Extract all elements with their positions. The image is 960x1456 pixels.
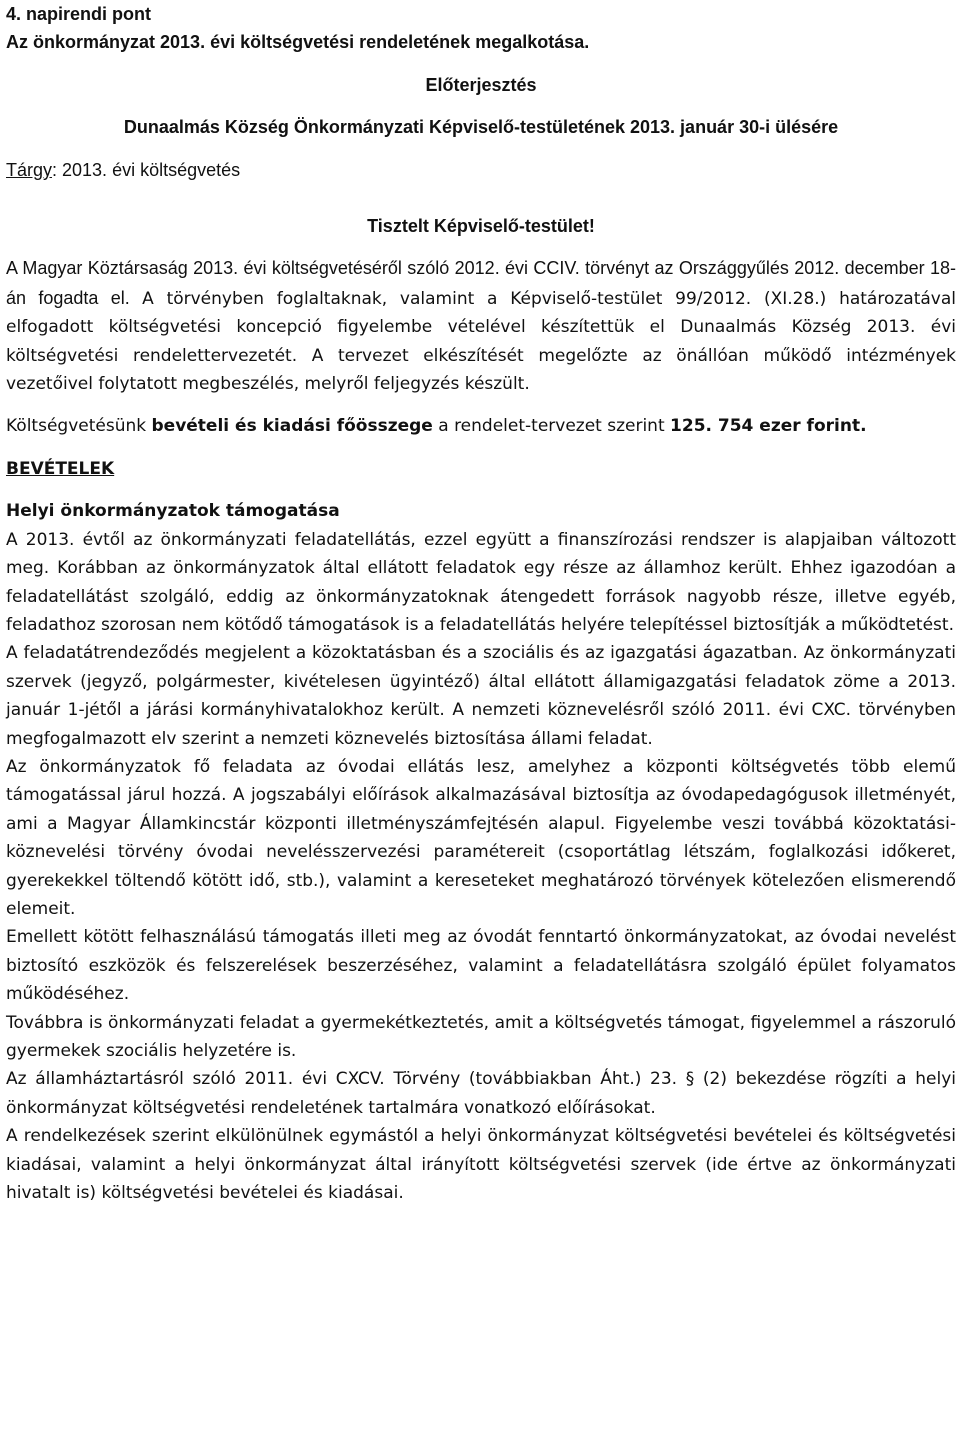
subject-line: [6, 156, 956, 184]
intro-text-a: A Magyar Köztársaság 2013. évi költségvetéséről szóló 2012. évi CCIV. törvényt az Országgyűlés 2012. december 18-án fogadta el.: [6, 258, 956, 308]
body-paragraph-1: A 2013. évtől az önkormányzati feladatellátás, ezzel együtt a finanszírozási rendszer is alapjaiban változott meg. Korábban az önkormányzatok által ellátott feladatok egy része az államhoz került. Ehhez igazodóan a feladatellátást szolgáló, eddig az önkormányzatoknak átengedett források nagyobb része, illetve egyéb, feladathoz szorosan nem kötődő támogatások is a feladatellátás helyére telepítéssel biztosítják a működtetést.: [6, 529, 956, 635]
body-paragraph-6: Az államháztartásról szóló 2011. évi CXCV. Törvény (továbbiakban Áht.) 23. § (2) bekezdése rögzíti a helyi önkormányzat költségvetési rendeletének tartalmára vonatkozó előírásokat.: [6, 1069, 956, 1118]
section-revenue: BEVÉTELEK: [6, 458, 115, 479]
summary-amount: 125. 754 ezer forint.: [670, 416, 867, 437]
body-paragraph-4: Emellett kötött felhasználású támogatás illeti meg az óvodát fenntartó önkormányzatokat, az óvodai nevelést biztosító eszközök és felszerelések beszerzéséhez, valamint a feladatellátásra szolgáló épület folyamatos működéséhez.: [6, 927, 956, 1005]
intro-paragraph: [6, 254, 956, 398]
budget-summary: [6, 412, 956, 440]
section-local-support: Helyi önkormányzatok támogatása: [6, 501, 340, 522]
document-addressee: Dunaalmás Község Önkormányzati Képviselő-testületének 2013. január 30-i ülésére: [123, 117, 839, 138]
agenda-title: Az önkormányzat 2013. évi költségvetési rendeletének megalkotása.: [6, 32, 590, 53]
summary-mid: a rendelet-tervezet szerint: [432, 416, 671, 437]
subject-text: : 2013. évi költségvetés: [52, 159, 241, 180]
document-page: [6, 0, 956, 1207]
summary-bold-total: bevételi és kiadási főösszege: [151, 416, 433, 437]
intro-text-b: A törvényben foglaltaknak, valamint a Képviselő-testület 99/2012. (XI.28.) határozatával elfogadott költségvetési koncepció figyelembe vételével készítettük el Dunaalmás Község 2013. évi költségvetési rendelettervezetét. A tervezet elkészítését megelőzte az önállóan működő intézmények vezetőivel folytatott megbeszélés, melyről feljegyzés készült.: [6, 288, 956, 395]
salutation: Tisztelt Képviselő-testület!: [367, 216, 595, 237]
agenda-point: 4. napirendi pont: [6, 4, 152, 24]
body-paragraph-7: A rendelkezések szerint elkülönülnek egymástól a helyi önkormányzat költségvetési bevételei és költségvetési kiadásai, valamint a helyi önkormányzat által irányított költségvetési szervek (ide értve az önkormányzati hivatalt is) költségvetési bevételei és kiadásai.: [6, 1126, 956, 1204]
body-paragraph-2: A feladatátrendeződés megjelent a közoktatásban és a szociális és az igazgatási ágazatban. Az önkormányzati szervek (jegyző, polgármester, kivételesen ügyintéző) által ellátott államigazgatási feladatok zöme a 2013. január 1-jétől a járási kormányhivatalokhoz került. A nemzeti köznevelésről szóló 2011. évi CXC. törvényben megfogalmazott elv szerint a nemzeti köznevelés biztosítása állami feladat.: [6, 643, 956, 749]
summary-lead: Költségvetésünk: [6, 416, 152, 437]
body-paragraph-3: Az önkormányzatok fő feladata az óvodai ellátás lesz, amelyhez a központi költségvetés több elemű támogatással járul hozzá. A jogszabályi előírások alkalmazásával biztosítja az óvodapedagógusok illetményét, ami a Magyar Államkincstár központi illetményszámfejtésén alapul. Figyelembe veszi továbbá közoktatási-köznevelési törvény óvodai nevelésszervezési paramétereit (csoportátlag létszám, foglalkozási időkeret, gyerekekkel töltendő kötött idő, stb.), valamint a kereseteket meghatározó törvények kötelezően elismerendő elemeit.: [6, 756, 956, 919]
document-type: Előterjesztés: [425, 74, 537, 95]
subject-label: Tárgy: [6, 159, 53, 180]
body-paragraph-5: Továbbra is önkormányzati feladat a gyermekétkeztetés, amit a költségvetés támogat, figyelemmel a rászoruló gyermekek szociális helyzetére is.: [6, 1012, 956, 1061]
